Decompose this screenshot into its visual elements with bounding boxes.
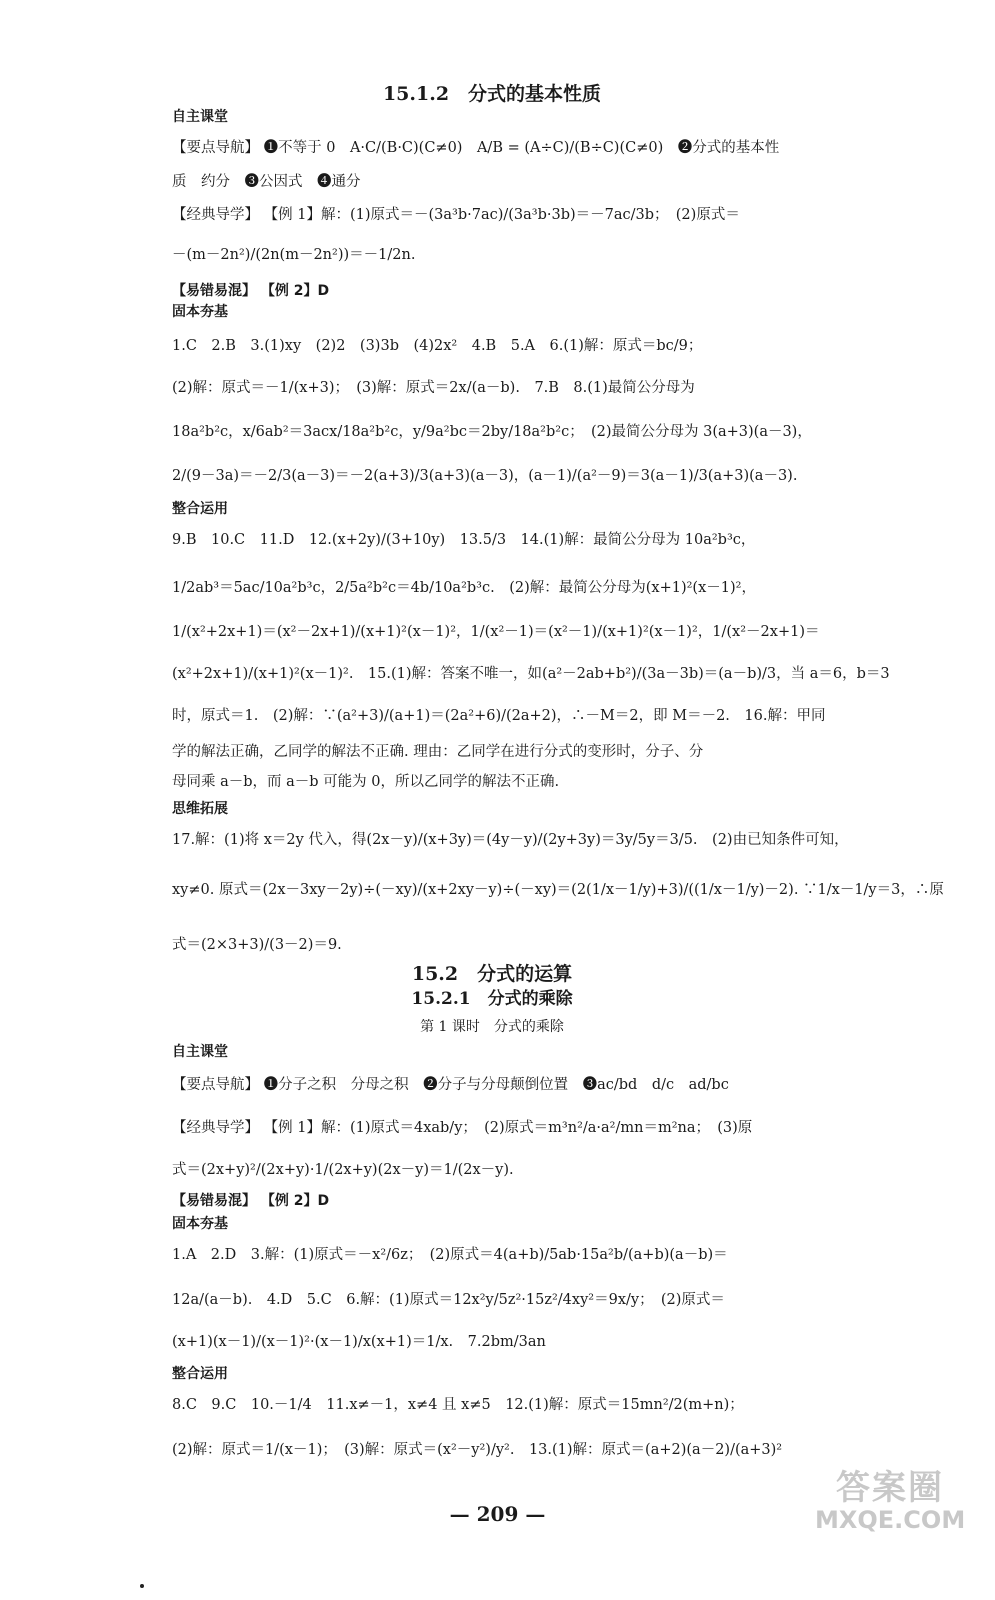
text-line-s2-6: 1.A 2.D 3.解：(1)原式＝－x²/6z； (2)原式＝4(a+b)/5ab·15a²b/(a+b)(a－b)＝ xyxy=(172,1247,728,1263)
s1-heading-text: 自主课堂 xyxy=(172,109,228,125)
text-line-s1-15: (x²+2x+1)/(x+1)²(x－1)². 15.(1)解：答案不唯一，如(a²－2ab+b²)/(3a－3b)＝(a－b)/3，当 a＝6，b＝3 xyxy=(172,666,890,682)
heading-s1-5: 【易错易混】 【例 2】D xyxy=(172,283,330,299)
text-line-s2-10: 8.C 9.C 10.－1/4 11.x≠－1，x≠4 且 x≠5 12.(1)解：原式＝15mn²/2(m+n)； xyxy=(172,1397,744,1413)
watermark-bottom-text: MXQE.COM xyxy=(815,1506,966,1535)
text-line-s1-21: xy≠0. 原式＝(2x－3xy－2y)÷(－xy)/(x+2xy－y)÷(－xy)＝(2(1/x－1/y)+3)/((1/x－1/y)－2). ∵1/x－1/y＝3，∴原 xyxy=(172,882,944,898)
text-line-s1-17: 学的解法正确，乙同学的解法不正确. 理由：乙同学在进行分式的变形时，分子、分 xyxy=(172,744,704,760)
subsection-title-15-2-1: 15.2.1 分式的乘除 xyxy=(411,989,573,1009)
text-line-s2-8: (x+1)(x－1)/(x－1)²·(x－1)/x(x+1)＝1/x. 7.2bm/3an xyxy=(172,1334,546,1350)
heading-s1-6: 固本夯基 xyxy=(172,304,228,320)
text-line-s2-3: 式＝(2x+y)²/(2x+y)·1/(2x+y)(2x－y)＝1/(2x－y). xyxy=(172,1162,514,1178)
heading-s1-11: 整合运用 xyxy=(172,501,228,517)
heading-s2-4: 【易错易混】 【例 2】D xyxy=(172,1193,330,1209)
heading-s2-9: 整合运用 xyxy=(172,1366,228,1382)
text-line-s1-22: 式＝(2×3+3)/(3－2)＝9. xyxy=(172,937,342,953)
watermark-top-text: 答案圈 xyxy=(836,1468,944,1508)
text-line-s1-4: －(m－2n²)/(2n(m－2n²))＝－1/2n. xyxy=(172,247,416,263)
lesson-title: 第 1 课时 分式的乘除 xyxy=(420,1019,564,1035)
section-title-15-2: 15.2 分式的运算 xyxy=(411,963,573,985)
text-line-s1-20: 17.解：(1)将 x＝2y 代入，得(2x－y)/(x+3y)＝(4y－y)/(2y+3y)＝3y/5y＝3/5. (2)由已知条件可知， xyxy=(172,832,849,848)
text-line-s1-9: 18a²b²c，x/6ab²＝3acx/18a²b²c，y/9a²bc＝2by/18a²b²c； (2)最简公分母为 3(a+3)(a－3)， xyxy=(172,424,812,440)
text-line-s1-2: 质 约分 ❸公因式 ❹通分 xyxy=(172,174,361,190)
text-line-s2-2: 【经典导学】 【例 1】解：(1)原式＝4xab/y； (2)原式＝m³n²/a·a²/mn＝m²na； (3)原 xyxy=(172,1120,753,1136)
text-line-s1-12: 9.B 10.C 11.D 12.(x+2y)/(3+10y) 13.5/3 14.(1)解：最简公分母为 10a²b³c， xyxy=(172,532,756,548)
text-line-s2-11: (2)解：原式＝1/(x－1)； (3)解：原式＝(x²－y²)/y². 13.(1)解：原式＝(a+2)(a－2)/(a+3)² xyxy=(172,1442,783,1458)
text-line-s1-18: 母同乘 a－b，而 a－b 可能为 0，所以乙同学的解法不正确. xyxy=(172,774,560,790)
text-line-s2-1: 【要点导航】 ❶分子之积 分母之积 ❷分子与分母颠倒位置 ❸ac/bd d/c ad/bc xyxy=(172,1077,729,1093)
page-number: — 209 — xyxy=(449,1502,546,1526)
heading-s1-19: 思维拓展 xyxy=(172,801,228,817)
text-line-s1-1: 【要点导航】 ❶不等于 0 A·C/(B·C)(C≠0) A/B = (A÷C)/(B÷C)(C≠0) ❷分式的基本性 xyxy=(172,140,780,156)
text-line-s1-16: 时，原式＝1. (2)解：∵(a²+3)/(a+1)＝(2a²+6)/(2a+2)，∴－M＝2，即 M＝－2. 16.解：甲同 xyxy=(172,708,826,724)
watermark-logo xyxy=(815,1470,965,1552)
text-line-s1-14: 1/(x²+2x+1)＝(x²－2x+1)/(x+1)²(x－1)²，1/(x²－1)＝(x²－1)/(x+1)²(x－1)²，1/(x²－2x+1)＝ xyxy=(172,624,820,640)
text-line-s1-13: 1/2ab³＝5ac/10a²b³c，2/5a²b²c＝4b/10a²b³c. (2)解：最简公分母为(x+1)²(x－1)²， xyxy=(172,580,756,596)
heading-s2-0: 自主课堂 xyxy=(172,1044,228,1060)
section-title-15-1-2: 15.1.2 分式的基本性质 xyxy=(382,83,602,105)
stray-dot xyxy=(140,1584,144,1588)
text-line-s1-10: 2/(9－3a)＝－2/3(a－3)＝－2(a+3)/3(a+3)(a－3)，(a－1)/(a²－9)＝3(a－1)/3(a+3)(a－3). xyxy=(172,468,798,484)
text-line-s1-8: (2)解：原式＝－1/(x+3)； (3)解：原式＝2x/(a－b). 7.B 8.(1)最简公分母为 xyxy=(172,380,695,396)
text-line-s2-7: 12a/(a－b). 4.D 5.C 6.解：(1)原式＝12x²y/5z²·15z²/4xy²＝9x/y； (2)原式＝ xyxy=(172,1292,725,1308)
heading-zizhu-ketang xyxy=(172,108,228,126)
heading-s2-5: 固本夯基 xyxy=(172,1216,228,1232)
text-line-s1-3: 【经典导学】 【例 1】解：(1)原式＝－(3a³b·7ac)/(3a³b·3b)＝－7ac/3b； (2)原式＝ xyxy=(172,207,740,223)
text-line-s1-7: 1.C 2.B 3.(1)xy (2)2 (3)3b (4)2x² 4.B 5.A 6.(1)解：原式＝bc/9； xyxy=(172,338,703,354)
